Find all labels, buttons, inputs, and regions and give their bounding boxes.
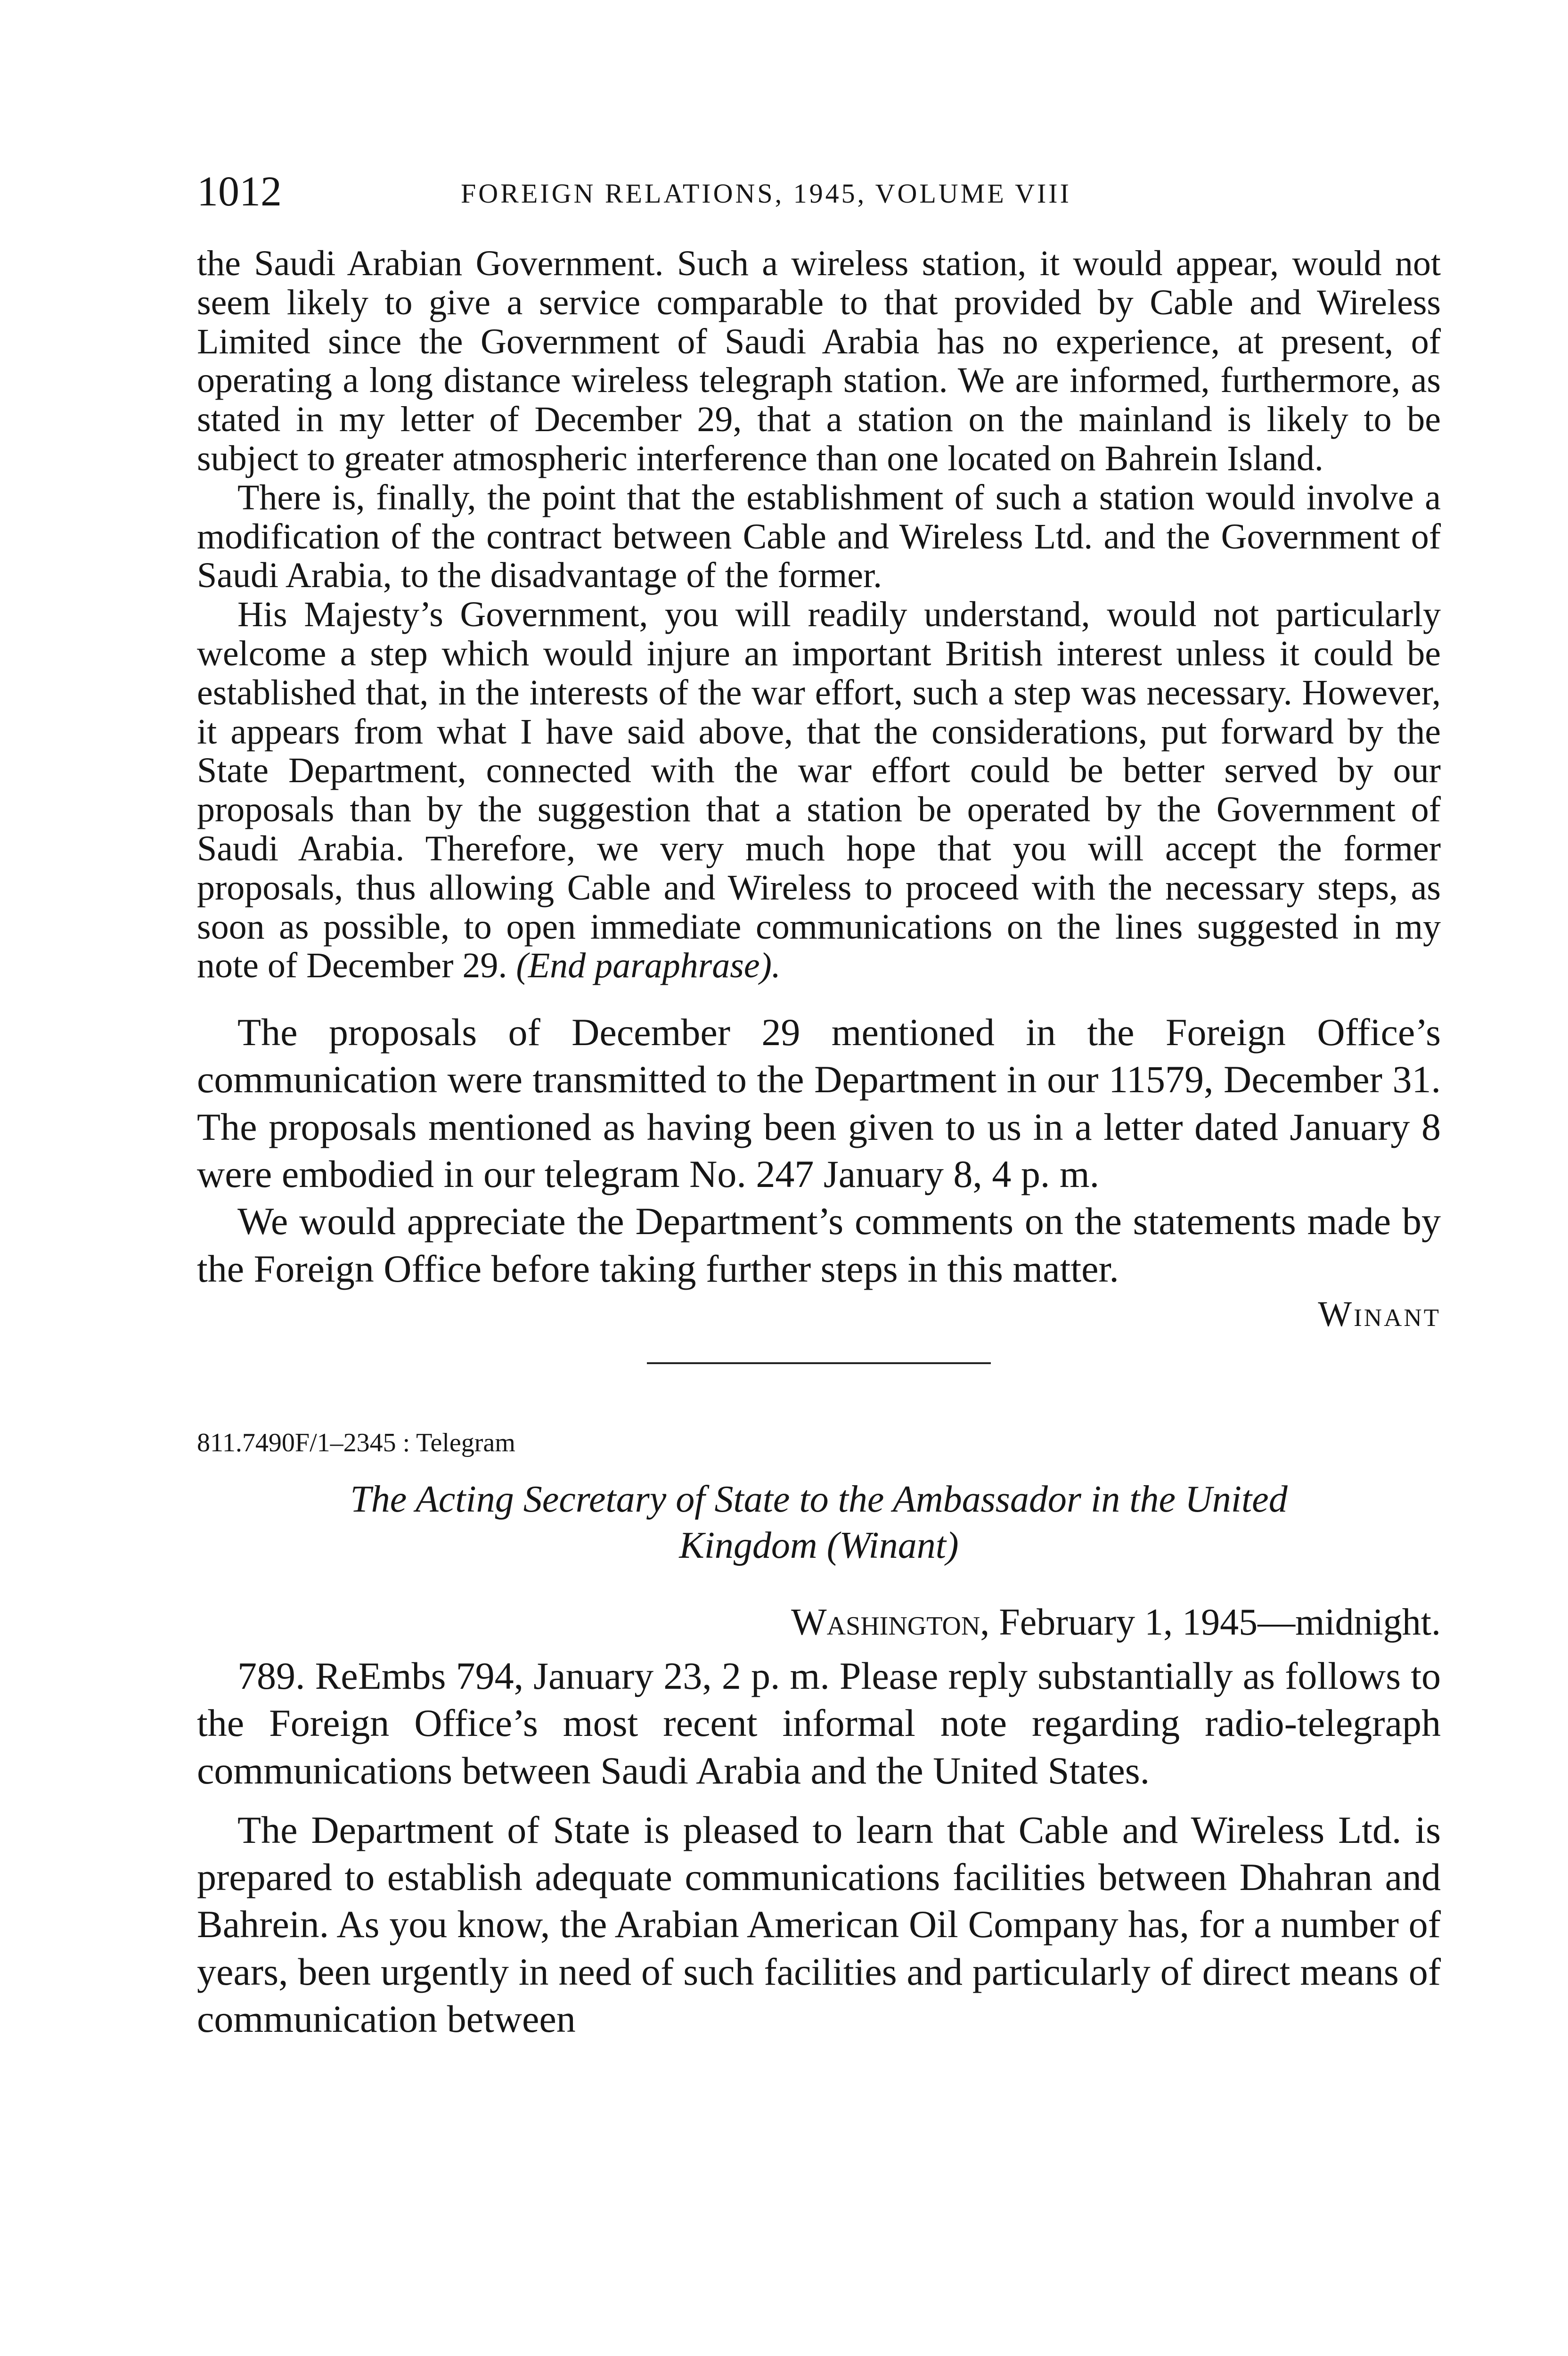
body-paragraph: We would appreciate the Department’s comments on the statements made by the Foreign Office before taking further steps in this matter. xyxy=(197,1200,1441,1290)
end-paraphrase: (End paraphrase). xyxy=(516,946,781,986)
file-id: 811.7490F/1–2345 : Telegram xyxy=(197,1428,515,1457)
page-content xyxy=(197,244,1441,2043)
body-paragraph: 789. ReEmbs 794, January 23, 2 p. m. Please reply substantially as follows to the Foreign Office’s most recent informal note regarding radio-telegraph communications between Saudi Arabia and the United States. xyxy=(197,1654,1441,1792)
quoted-paragraph-text: His Majesty’s Government, you will readily understand, would not particularly welcome a step which would injure an important British interest unless it could be established that, in the interests of the war effort, such a step was necessary. However, it appears from what I have said above, that the considerations, put forward by the State Department, connected with the war effort could be better served by our proposals than by the suggestion that a station be operated by the Government of Saudi Arabia. Therefore, we very much hope that you will accept the former proposals, thus allowing Cable and Wireless to proceed with the necessary steps, as soon as possible, to open immediate communications on the lines suggested in my note of December 29. xyxy=(197,595,1441,986)
document-title-line: The Acting Secretary of State to the Ambassador in the United xyxy=(350,1478,1288,1520)
body-paragraph: The Department of State is pleased to learn that Cable and Wireless Ltd. is prepared to establish adequate communications facilities between Dhahran and Bahrein. As you know, the Arabian American Oil Company has, for a number of years, been urgently in need of such facilities and particularly of direct means of communication between xyxy=(197,1808,1441,2040)
running-head: FOREIGN RELATIONS, 1945, VOLUME VIII xyxy=(461,178,1071,209)
body-paragraph: The proposals of December 29 mentioned in the Foreign Office’s communication were transmitted to the Department in our 11579, December 31. The proposals mentioned as having been given to us in a letter dated January 8 were embodied in our telegram No. 247 January 8, 4 p. m. xyxy=(197,1011,1441,1196)
signature: Winant xyxy=(1318,1294,1441,1334)
telegram-text xyxy=(197,1652,1441,2043)
quoted-paragraph: There is, finally, the point that the establishment of such a station would involve a modification of the contract between Cable and Wireless Ltd. and the Government of Saudi Arabia, to the disadvantage of the former. xyxy=(197,477,1441,596)
page-header xyxy=(197,166,1441,218)
quoted-paragraph xyxy=(197,595,1441,985)
dateline-date: , February 1, 1945—midnight. xyxy=(980,1601,1441,1643)
dateline-place: Washington xyxy=(791,1601,980,1643)
dateline xyxy=(197,1599,1441,1646)
document-title xyxy=(197,1476,1441,1569)
telegram-body xyxy=(197,1009,1441,1293)
quoted-paragraph: the Saudi Arabian Government. Such a wireless station, it would appear, would not seem likely to give a service comparable to that provided by Cable and Wireless Limited since the Government of Saudi Arabia has no experience, at present, of operating a long distance wireless telegraph station. We are informed, furthermore, as stated in my letter of December 29, that a station on the mainland is likely to be subject to greater atmospheric interference than one located on Bahrein Island. xyxy=(197,244,1441,478)
document-title-line: Kingdom (Winant) xyxy=(679,1524,959,1566)
quoted-paraphrase xyxy=(197,244,1441,985)
page-number: 1012 xyxy=(197,168,282,215)
section-divider xyxy=(647,1362,991,1364)
